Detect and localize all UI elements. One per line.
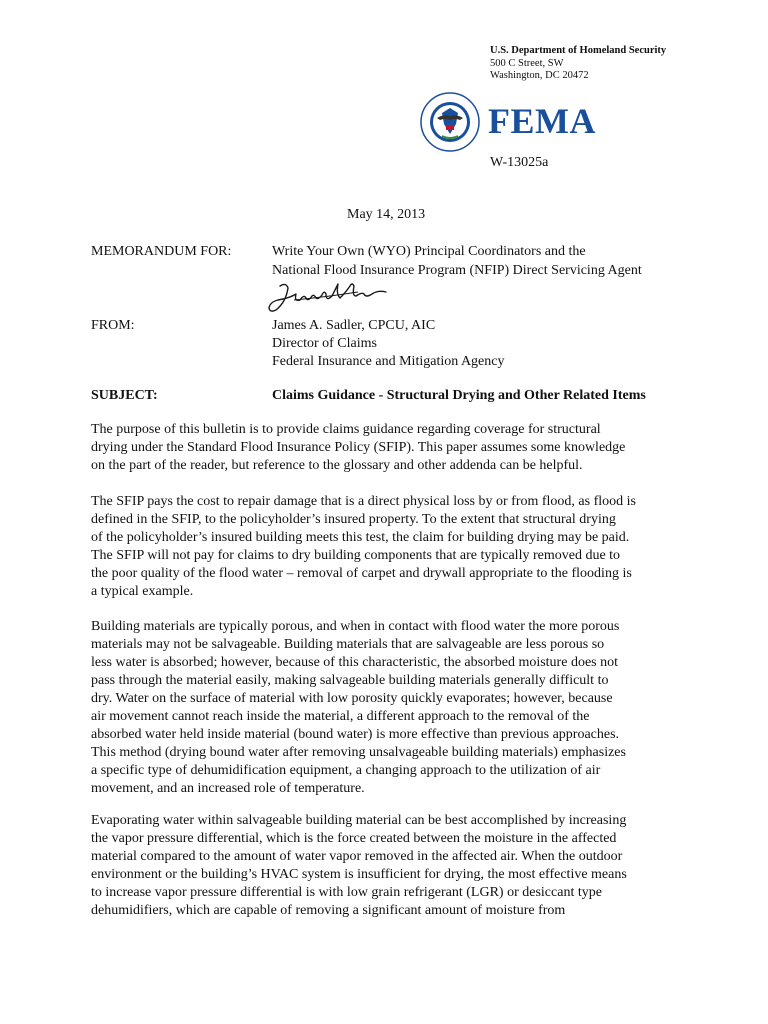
- text-line: Evaporating water within salvageable building material can be best accomplished by increasing: [91, 813, 627, 828]
- document-code: W-13025a: [490, 155, 549, 170]
- text-line: on the part of the reader, but reference to the glossary and other addenda can be helpful.: [91, 458, 583, 473]
- text-line: the poor quality of the flood water – removal of carpet and drywall appropriate to the flooding is: [91, 566, 632, 581]
- text-line: The purpose of this bulletin is to provide claims guidance regarding coverage for structural: [91, 422, 601, 437]
- text-line: environment or the building’s HVAC system is insufficient for drying, the most effective means: [91, 867, 627, 882]
- body-paragraph-4: [91, 812, 681, 920]
- memo-subject-text: Claims Guidance - Structural Drying and Other Related Items: [272, 388, 646, 403]
- body-paragraph-2: [91, 493, 681, 601]
- text-line: of the policyholder’s insured building meets this test, the claim for building drying may be paid.: [91, 530, 630, 545]
- handwritten-signature: [266, 280, 388, 316]
- text-line: a specific type of dehumidification equipment, a changing approach to the utilization of air: [91, 763, 601, 778]
- text-line: defined in the SFIP, to the policyholder’s insured property. To the extent that structural drying: [91, 512, 616, 527]
- text-line: This method (drying bound water after removing unsalvageable building materials) emphasizes: [91, 745, 626, 760]
- memo-for-line2: National Flood Insurance Program (NFIP) Direct Servicing Agent: [272, 263, 642, 278]
- text-line: drying under the Standard Flood Insurance Policy (SFIP). This paper assumes some knowledge: [91, 440, 626, 455]
- memo-from-agency: Federal Insurance and Mitigation Agency: [272, 354, 505, 369]
- text-line: air movement cannot reach inside the material, a different approach to the removal of the: [91, 709, 590, 724]
- text-line: the vapor pressure differential, which is the force created between the moisture in the affected: [91, 831, 617, 846]
- text-line: Building materials are typically porous, and when in contact with flood water the more porous: [91, 619, 620, 634]
- body-paragraph-3: [91, 618, 681, 798]
- text-line: movement, and an increased role of temperature.: [91, 781, 365, 796]
- dhs-seal-icon: [420, 92, 480, 152]
- memo-from-label: FROM:: [91, 318, 135, 333]
- text-line: The SFIP will not pay for claims to dry building components that are typically removed due to: [91, 548, 621, 563]
- text-line: materials may not be salvageable. Building materials that are salvageable are less porous so: [91, 637, 605, 652]
- text-line: pass through the material easily, making salvageable building materials generally difficult to: [91, 673, 609, 688]
- memo-from-name: James A. Sadler, CPCU, AIC: [272, 318, 436, 333]
- text-line: The SFIP pays the cost to repair damage that is a direct physical loss by or from flood, as flood is: [91, 494, 636, 509]
- department-name: U.S. Department of Homeland Security: [490, 45, 667, 56]
- text-line: dehumidifiers, which are capable of removing a significant amount of moisture from: [91, 903, 566, 918]
- city-address: Washington, DC 20472: [490, 70, 589, 81]
- street-address: 500 C Street, SW: [490, 57, 564, 69]
- text-line: material compared to the amount of water vapor removed in the affected air. When the outdoor: [91, 849, 623, 864]
- text-line: a typical example.: [91, 584, 194, 599]
- text-line: absorbed water held inside material (bound water) is more effective than previous approaches.: [91, 727, 620, 742]
- fema-logo: FEMA: [488, 101, 596, 141]
- text-line: to increase vapor pressure differential is with low grain refrigerant (LGR) or desiccant type: [91, 885, 602, 900]
- memo-from-title: Director of Claims: [272, 336, 377, 351]
- memo-for-line1: Write Your Own (WYO) Principal Coordinators and the: [272, 244, 586, 259]
- text-line: less water is absorbed; however, because of this characteristic, the absorbed moisture does not: [91, 655, 618, 670]
- memo-for-label: MEMORANDUM FOR:: [91, 244, 232, 259]
- body-paragraph-1: [91, 421, 681, 475]
- memo-subject-label: SUBJECT:: [91, 388, 158, 403]
- letterhead-address: [490, 45, 666, 83]
- text-line: dry. Water on the surface of material with low porosity quickly evaporates; however, because: [91, 691, 613, 706]
- memo-date: May 14, 2013: [347, 207, 426, 222]
